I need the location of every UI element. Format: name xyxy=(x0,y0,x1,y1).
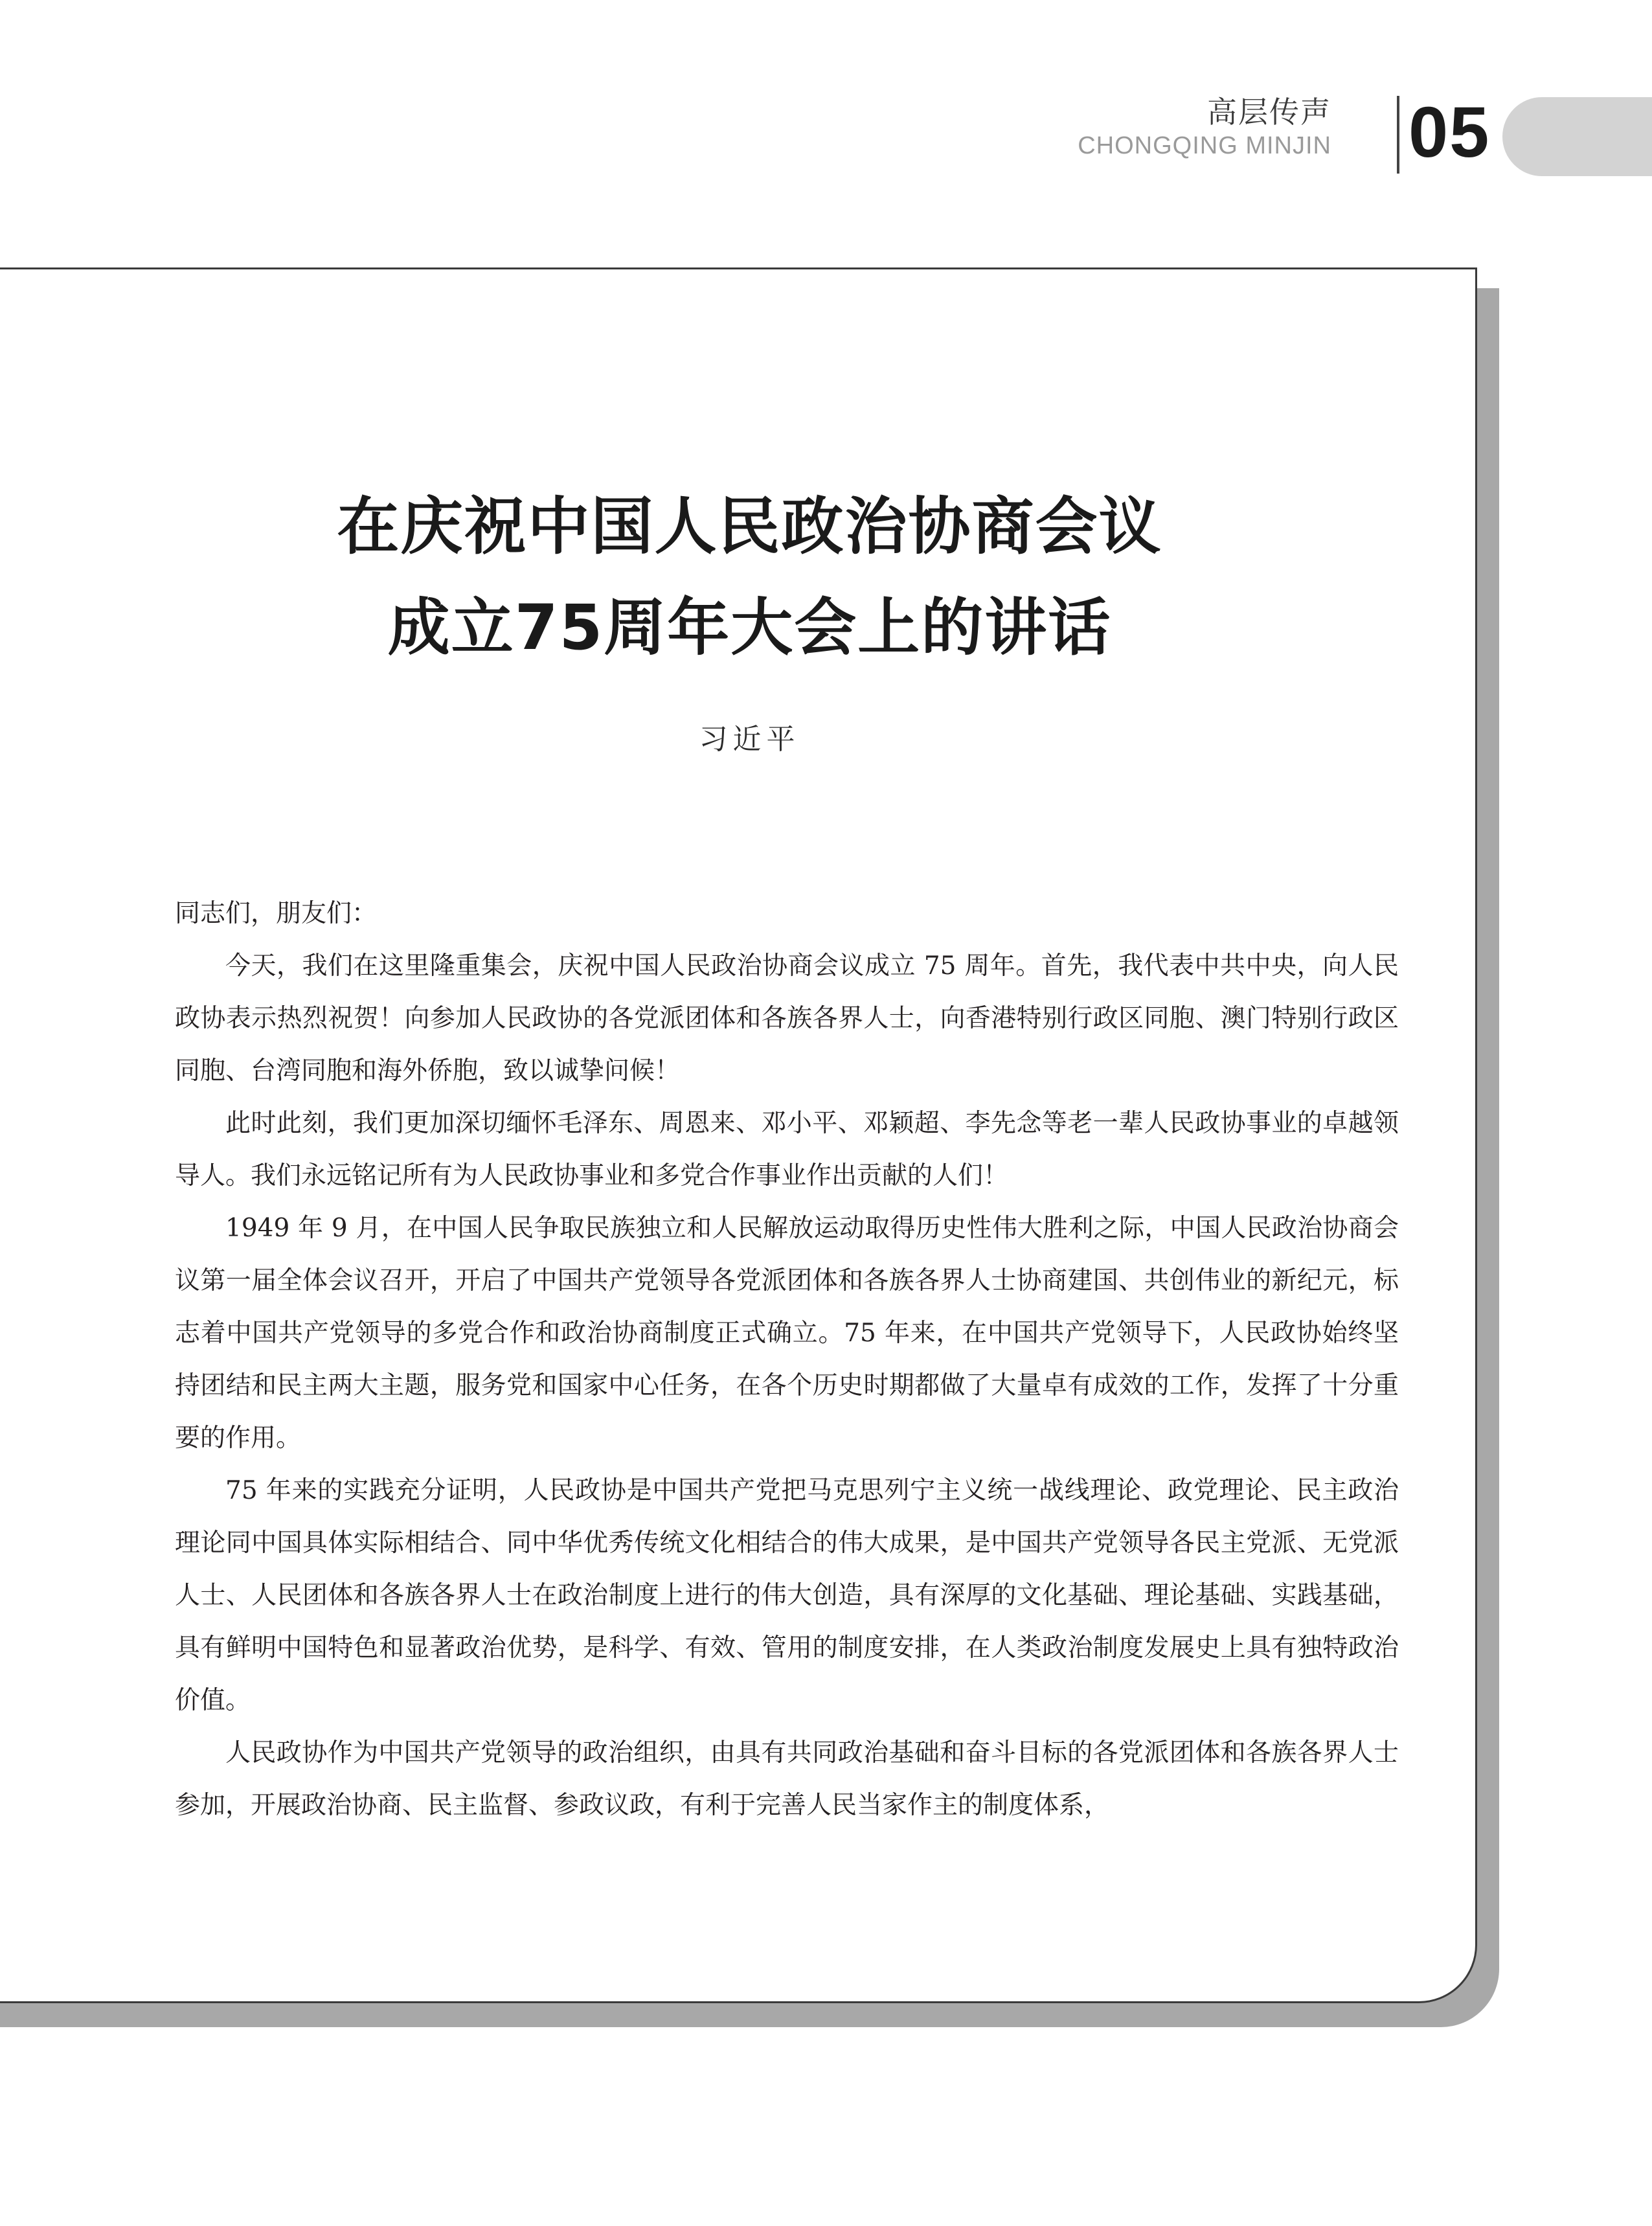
paragraph: 75 年来的实践充分证明，人民政协是中国共产党把马克思列宁主义统一战线理论、政党理论、民主政治理论同中国具体实际相结合、同中华优秀传统文化相结合的伟大成果，是中国共产党领导各民主党派、无党派人士、人民团体和各族各界人士在政治制度上进行的伟大创造，具有深厚的文化基础、理论基础、实践基础，具有鲜明中国特色和显著政治优势，是科学、有效、管用的制度安排，在人类政治制度发展史上具有独特政治价值。 xyxy=(175,1476,1399,1715)
paragraph: 此时此刻，我们更加深切缅怀毛泽东、周恩来、邓小平、邓颖超、李先念等老一辈人民政协事业的卓越领导人。我们永远铭记所有为人民政协事业和多党合作事业作出贡献的人们！ xyxy=(175,1109,1399,1190)
author-name: 习近平 xyxy=(699,723,800,756)
article-body xyxy=(175,887,1399,1832)
page-number: 05 xyxy=(1409,93,1491,172)
header-divider xyxy=(1397,96,1399,174)
title-line-2: 成立75周年大会上的讲话 xyxy=(387,591,1112,664)
paragraph: 今天，我们在这里隆重集会，庆祝中国人民政治协商会议成立 75 周年。首先，我代表中共中央，向人民政协表示热烈祝贺！向参加人民政协的各党派团体和各族各界人士，向香港特别行政区同胞、澳门特别行政区同胞、台湾同胞和海外侨胞，致以诚挚问候！ xyxy=(175,951,1399,1085)
paragraph: 人民政协作为中国共产党领导的政治组织，由具有共同政治基础和奋斗目标的各党派团体和各族各界人士参加，开展政治协商、民主监督、参政议政，有利于完善人民当家作主的制度体系， xyxy=(175,1738,1399,1820)
paragraph: 1949 年 9 月，在中国人民争取民族独立和人民解放运动取得历史性伟大胜利之际，中国人民政治协商会议第一届全体会议召开，开启了中国共产党领导各党派团体和各族各界人士协商建国、共创伟业的新纪元，标志着中国共产党领导的多党合作和政治协商制度正式确立。75 年来，在中国共产党领导下，人民政协始终坚持团结和民主两大主题，服务党和国家中心任务，在各个历史时期都做了大量卓有成效的工作，发挥了十分重要的作用。 xyxy=(175,1214,1399,1453)
article-title xyxy=(0,476,1499,678)
section-name: 高层传声 xyxy=(1207,95,1331,130)
section-english-name: CHONGQING MINJIN xyxy=(1078,132,1331,159)
page-tab xyxy=(1502,97,1652,176)
running-header xyxy=(1078,97,1331,158)
salutation: 同志们，朋友们： xyxy=(175,899,378,928)
title-line-1: 在庆祝中国人民政治协商会议 xyxy=(337,490,1162,563)
